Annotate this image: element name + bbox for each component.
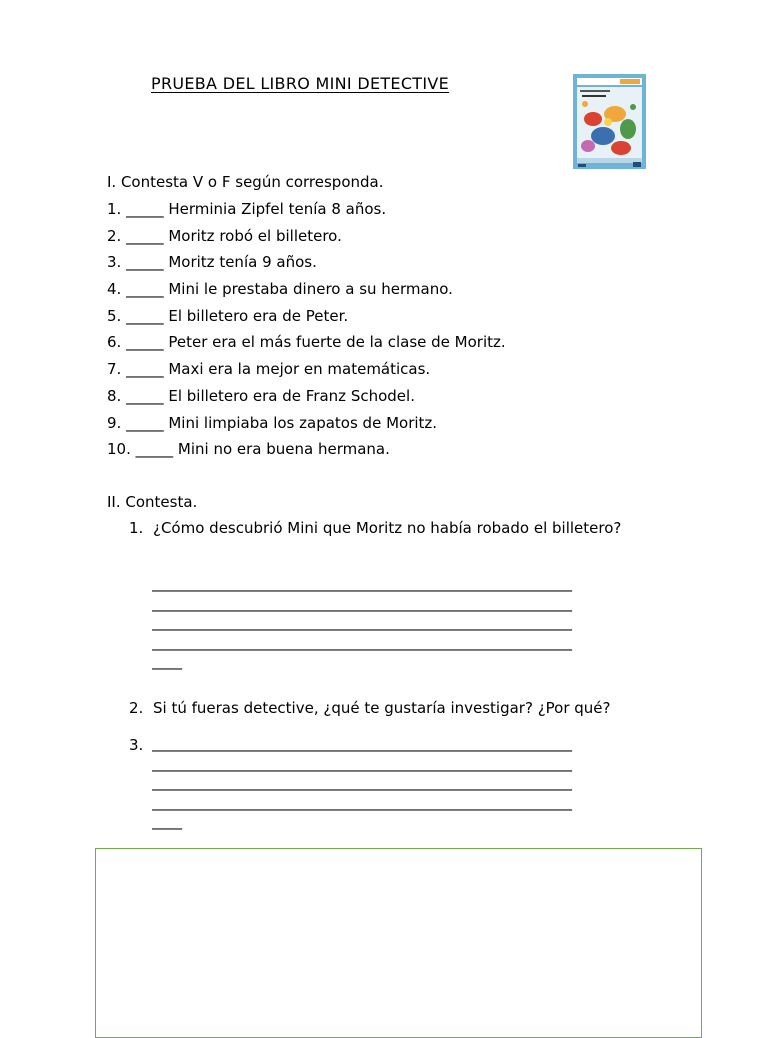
list-item: 3. _____ Moritz tenía 9 años.: [107, 253, 317, 272]
list-item: 5. _____ El billetero era de Peter.: [107, 306, 349, 325]
list-item: 7. _____ Maxi era la mejor en matemáticas.: [107, 360, 431, 379]
drawing-answer-box[interactable]: [95, 848, 702, 1038]
question-text: ¿Cómo descubrió Mini que Moritz no había robado el billetero?: [153, 519, 622, 537]
list-item: 1. _____ Herminia Zipfel tenía 8 años.: [107, 200, 387, 218]
list-item: 6. _____ Peter era el más fuerte de la clase de Moritz.: [107, 333, 506, 352]
list-item: 4. _____ Mini le prestaba dinero a su hermano.: [107, 280, 453, 299]
answer-lines-1[interactable]: ________________________________________________________ ________________________________________________________ ________________________________________________________ ________________________________________________________ ____: [152, 574, 572, 670]
list-item: 2. _____ Moritz robó el billetero.: [107, 226, 342, 245]
question-text: Si tú fueras detective, ¿qué te gustaría investigar? ¿Por qué?: [153, 699, 611, 717]
page-title: PRUEBA DEL LIBRO MINI DETECTIVE: [151, 74, 450, 93]
question-number: 3.: [129, 736, 144, 754]
section2-heading: II. Contesta.: [107, 493, 198, 511]
answer-lines-2[interactable]: ________________________________________________________ ________________________________________________________ ________________________________________________________ ________________________________________________________ ____: [152, 734, 572, 830]
book-cover-image: [573, 74, 646, 169]
question-number: 2.: [129, 699, 144, 717]
list-item: 9. _____ Mini limpiaba los zapatos de Moritz.: [107, 413, 438, 432]
question-number: 1.: [129, 519, 144, 537]
section1-heading: I. Contesta V o F según corresponda.: [107, 173, 384, 191]
list-item: 10. _____ Mini no era buena hermana.: [107, 440, 390, 459]
true-false-list: [107, 200, 506, 467]
list-item: 8. _____ El billetero era de Franz Schodel.: [107, 386, 415, 405]
